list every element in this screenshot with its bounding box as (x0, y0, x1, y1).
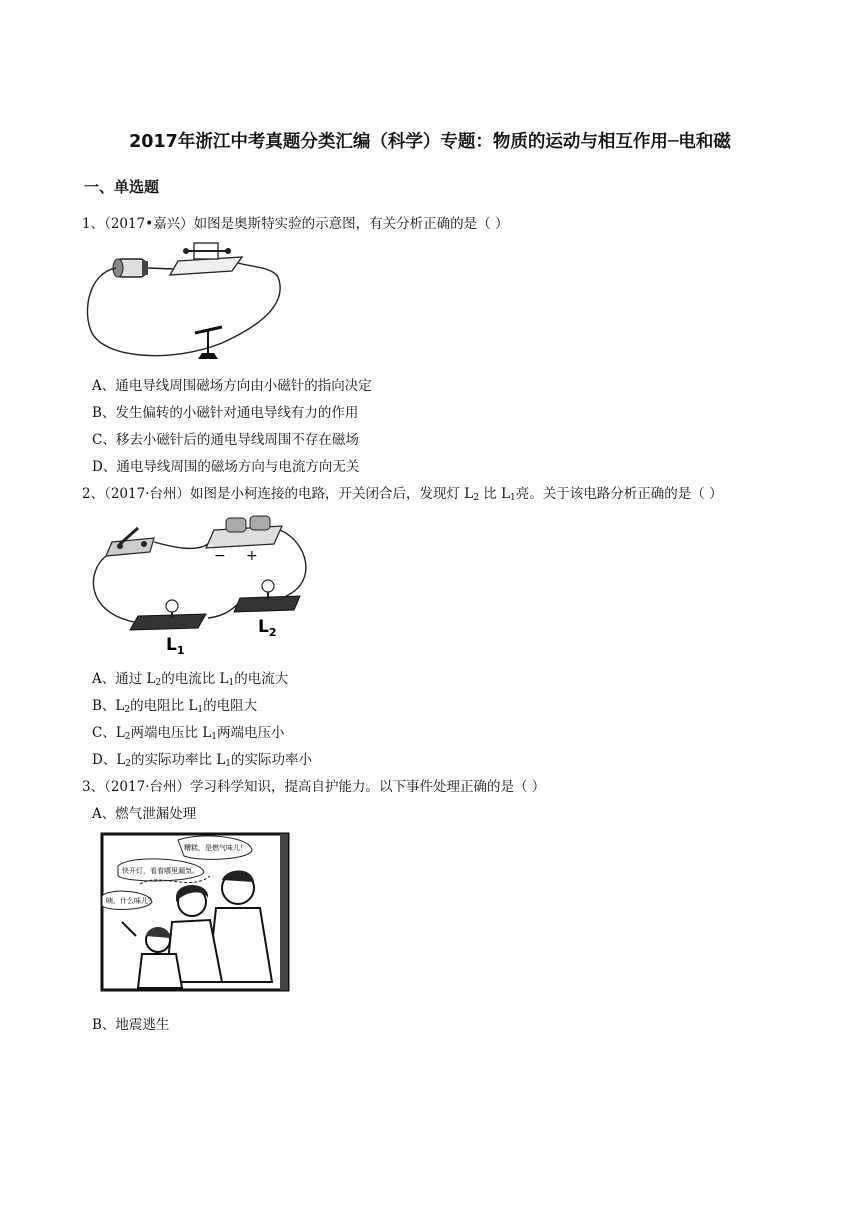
q1-option-b: B、发生偏转的小磁针对通电导线有力的作用 (92, 405, 359, 421)
q1-option-d: D、通电导线周围的磁场方向与电流方向无关 (92, 459, 360, 475)
q1-option-c: C、移去小磁针后的通电导线周围不存在磁场 (92, 432, 359, 448)
page-title: 2017年浙江中考真题分类汇编（科学）专题：物质的运动与相互作用─电和磁 (129, 132, 731, 152)
question-3-stem: 3、（2017·台州）学习科学知识，提高自护能力。以下事件处理正确的是（ ） (82, 779, 546, 795)
q3-option-b: B、地震逃生 (92, 1017, 170, 1033)
minus-label: − (214, 548, 226, 564)
bubble-text-1: 糟糕，是燃气味儿！ (184, 844, 247, 852)
bubble-text-3: 咦，什么味儿？ (106, 897, 155, 905)
l2-label: $L_2$ (258, 617, 277, 639)
q2-option-a: A、通过 $L_2$的电流比 $L_1$的电流大 (92, 671, 289, 688)
question-1-stem: 1、（2017•嘉兴）如图是奥斯特实验的示意图，有关分析正确的是（ ） (82, 216, 509, 232)
circuit-figure (86, 512, 316, 658)
question-2-stem: 2、（2017·台州）如图是小柯连接的电路，开关闭合后，发现灯 $L_2$ 比 $L_1$亮。关于该电路分析正确的是（ ） (82, 486, 723, 503)
oersted-experiment-figure (82, 233, 288, 369)
q1-option-a: A、通电导线周围磁场方向由小磁针的指向决定 (92, 378, 372, 394)
q3-option-a: A、燃气泄漏处理 (92, 806, 197, 822)
bubble-text-2: 快开灯，看看哪里漏気。 (122, 867, 199, 875)
section-heading: 一、单选题 (84, 178, 160, 196)
l1-label: $L_1$ (166, 635, 185, 657)
gas-leak-cartoon (100, 832, 292, 994)
q2-option-b: B、$L_2$的电阻比 $L_1$的电阻大 (92, 698, 258, 715)
q2-option-d: D、$L_2$的实际功率比 $L_1$的实际功率小 (92, 752, 313, 769)
plus-label: + (246, 548, 258, 564)
q2-option-c: C、$L_2$两端电压比 $L_1$两端电压小 (92, 725, 285, 742)
